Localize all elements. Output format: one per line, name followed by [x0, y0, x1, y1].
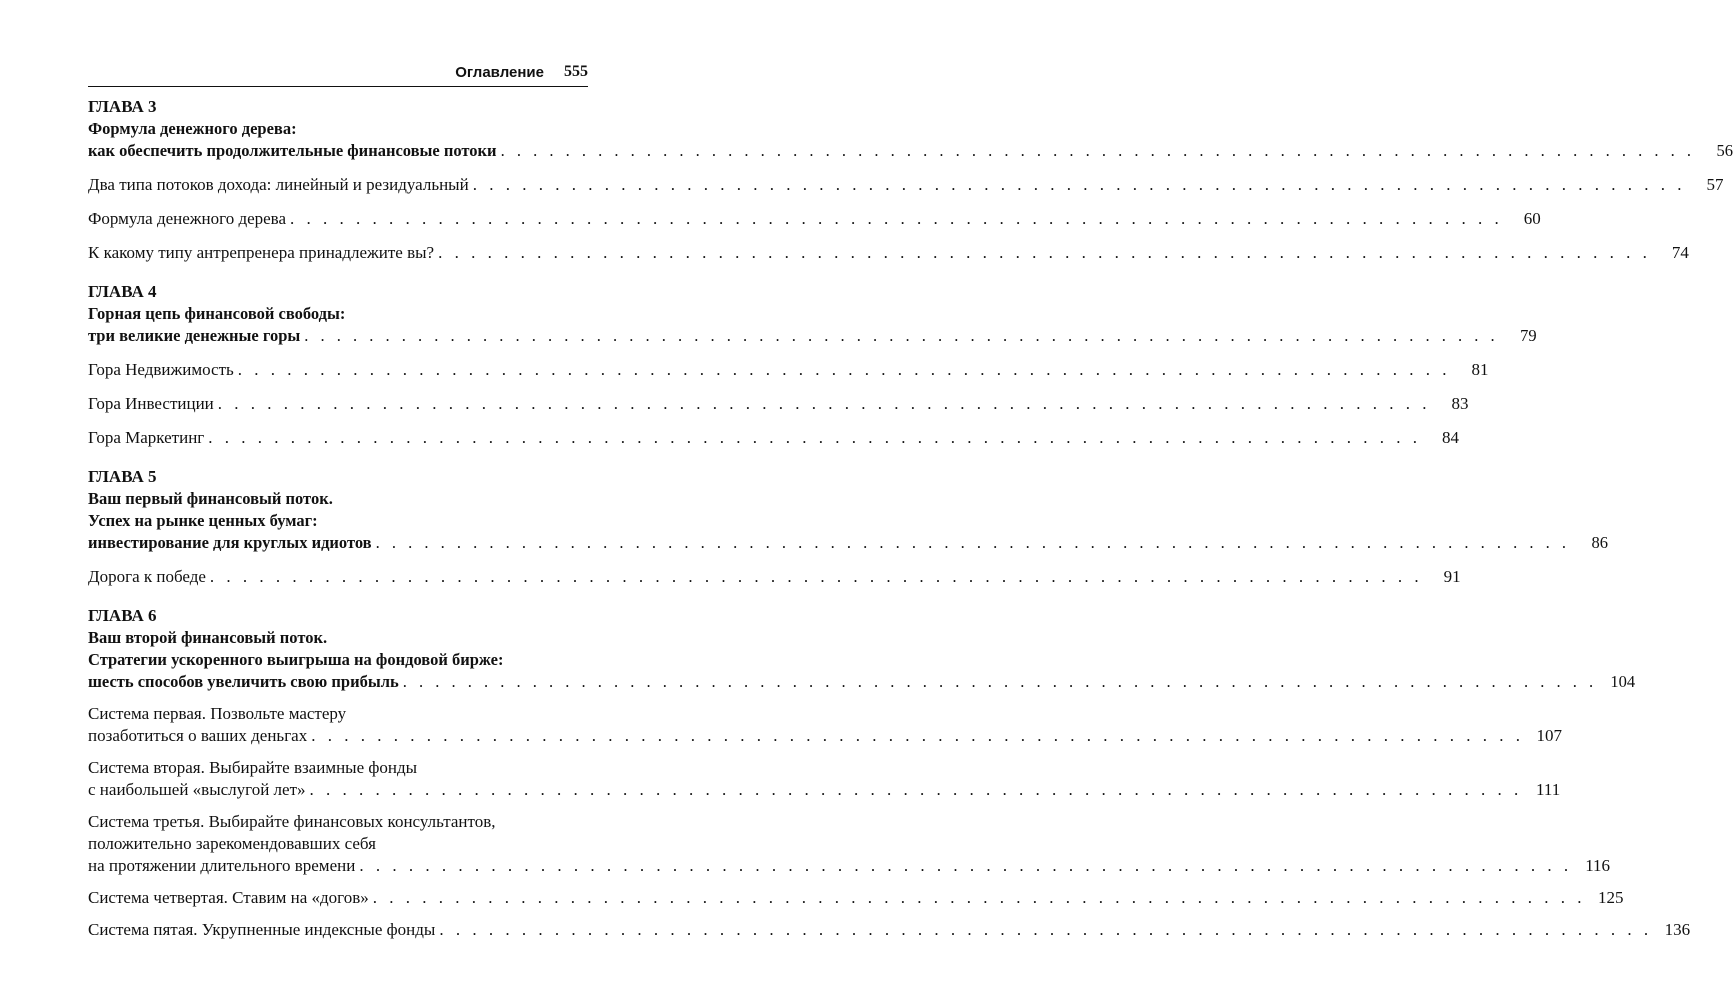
dot-leader: . . . . . . . . . . . . . . . . . . . . . . . . . . . . . . . . . . . . . . . . . . . . . . . . . . . . . . . . . . . . . . . . . . . . . . . . . . — [402, 672, 1598, 691]
dot-leader: . . . . . . . . . . . . . . . . . . . . . . . . . . . . . . . . . . . . . . . . . . . . . . . . . . . . . . . . . . . . . . . . . . . . . . . . . . — [500, 141, 1695, 160]
toc-line — [88, 325, 1537, 347]
toc-page-number: 86 — [1591, 533, 1608, 552]
dot-leader: . . . . . . . . . . . . . . . . . . . . . . . . . . . . . . . . . . . . . . . . . . . . . . . . . . . . . . . . . . . . . . . . . . . . . . . . . . — [375, 533, 1570, 552]
spacer — [88, 381, 588, 393]
toc-entry-text: позаботиться о ваших деньгах — [88, 726, 308, 745]
dot-leader: . . . . . . . . . . . . . . . . . . . . . . . . . . . . . . . . . . . . . . . . . . . . . . . . . . . . . . . . . . . . . . . . . . . . . . . . . . — [208, 428, 1422, 447]
toc-entry-text: Система пятая. Укрупненные индексные фонды — [88, 920, 436, 939]
toc-entry[interactable] — [88, 427, 1460, 449]
spacer — [88, 162, 588, 174]
toc-entry-text: три великие денежные горы — [88, 326, 301, 345]
toc-entry-text: как обеспечить продолжительные финансовые потоки — [88, 141, 497, 160]
toc-entry-line: положительно зарекомендовавших себя — [88, 834, 376, 853]
spacer — [88, 347, 588, 359]
chapter-label: ГЛАВА 6 — [88, 606, 157, 625]
dot-leader: . . . . . . . . . . . . . . . . . . . . . . . . . . . . . . . . . . . . . . . . . . . . . . . . . . . . . . . . . . . . . . . . . . . . . . . . . . — [439, 920, 1653, 939]
dot-leader: . . . . . . . . . . . . . . . . . . . . . . . . . . . . . . . . . . . . . . . . . . . . . . . . . . . . . . . . . . . . . . . . . . . . . . . . . . — [359, 856, 1573, 875]
toc-entry[interactable] — [88, 174, 1724, 196]
toc-entry[interactable] — [88, 757, 1561, 801]
toc-entry-text: шесть способов увеличить свою прибыль — [88, 672, 399, 691]
toc-line — [88, 427, 1460, 449]
toc-page-number: 91 — [1443, 567, 1461, 586]
toc-page-number: 125 — [1597, 888, 1624, 907]
toc-line — [88, 140, 1733, 162]
toc-entry[interactable] — [88, 811, 1611, 877]
dot-leader: . . . . . . . . . . . . . . . . . . . . . . . . . . . . . . . . . . . . . . . . . . . . . . . . . . . . . . . . . . . . . . . . . . . . . . . . . . — [372, 888, 1586, 907]
toc-entry-text: Гора Маркетинг — [88, 428, 205, 447]
spacer — [88, 801, 588, 811]
toc-page-number: 56 — [1716, 141, 1733, 160]
toc-entry-text: Гора Недвижимость — [88, 360, 234, 379]
spacer — [88, 554, 588, 566]
toc-line — [88, 242, 1689, 264]
toc-line — [88, 725, 1562, 747]
toc-entry-text: на протяжении длительного времени — [88, 856, 356, 875]
toc-line — [88, 359, 1489, 381]
toc-page-number: 79 — [1520, 326, 1537, 345]
chapter-title-line: Формула денежного дерева: — [88, 119, 297, 138]
toc-line — [88, 887, 1624, 909]
running-header — [88, 62, 588, 87]
chapter-section — [88, 281, 1537, 449]
toc-entry[interactable] — [88, 887, 1624, 909]
dot-leader: . . . . . . . . . . . . . . . . . . . . . . . . . . . . . . . . . . . . . . . . . . . . . . . . . . . . . . . . . . . . . . . . . . . . . . . . . . — [217, 394, 1431, 413]
toc-entry-text: Гора Инвестиции — [88, 394, 214, 413]
toc-line — [88, 566, 1461, 588]
toc-page-number: 116 — [1585, 856, 1611, 875]
toc-entry-text: К какому типу антрепренера принадлежите вы? — [88, 243, 435, 262]
toc-entry-text: Формула денежного дерева — [88, 209, 287, 228]
chapter-title-entry[interactable] — [88, 671, 1636, 693]
toc-entry-text: инвестирование для круглых идиотов — [88, 533, 372, 552]
toc-entry-text: Дорога к победе — [88, 567, 206, 586]
toc-entry-text: Два типа потоков дохода: линейный и резидуальный — [88, 175, 469, 194]
toc-page-number: 83 — [1451, 394, 1469, 413]
chapter-title-line: Горная цепь финансовой свободы: — [88, 304, 346, 323]
toc-page-number: 84 — [1442, 428, 1460, 447]
chapter-section — [88, 96, 1733, 264]
toc-line — [88, 671, 1636, 693]
chapter-title-line: Успех на рынке ценных бумаг: — [88, 511, 318, 530]
spacer — [88, 909, 588, 919]
chapter-title-entry[interactable] — [88, 140, 1733, 162]
toc-entry-text: с наибольшей «выслугой лет» — [88, 780, 306, 799]
dot-leader: . . . . . . . . . . . . . . . . . . . . . . . . . . . . . . . . . . . . . . . . . . . . . . . . . . . . . . . . . . . . . . . . . . . . . . . . . . — [311, 726, 1524, 745]
chapter-label: ГЛАВА 4 — [88, 282, 157, 301]
toc-entry[interactable] — [88, 359, 1489, 381]
dot-leader: . . . . . . . . . . . . . . . . . . . . . . . . . . . . . . . . . . . . . . . . . . . . . . . . . . . . . . . . . . . . . . . . . . . . . . . . . . — [209, 567, 1423, 586]
dot-leader: . . . . . . . . . . . . . . . . . . . . . . . . . . . . . . . . . . . . . . . . . . . . . . . . . . . . . . . . . . . . . . . . . . . . . . . . . . — [290, 209, 1503, 228]
toc-entry[interactable] — [88, 566, 1461, 588]
spacer — [88, 230, 588, 242]
running-title: Оглавление — [455, 64, 544, 81]
toc-entry[interactable] — [88, 919, 1691, 941]
toc-entry-line: Система вторая. Выбирайте взаимные фонды — [88, 758, 418, 777]
chapter-title-line: Ваш второй финансовый поток. — [88, 628, 328, 647]
toc-entry[interactable] — [88, 242, 1689, 264]
toc-page-number: 60 — [1523, 209, 1541, 228]
toc-page-number: 74 — [1671, 243, 1689, 262]
toc-entry[interactable] — [88, 208, 1541, 230]
toc-page-number: 107 — [1536, 726, 1562, 745]
page-number: 555 — [564, 63, 588, 80]
chapter-title-entry[interactable] — [88, 325, 1537, 347]
chapter-title-line: Ваш первый финансовый поток. — [88, 489, 333, 508]
chapter-title-line: Стратегии ускоренного выигрыша на фондовой бирже: — [88, 650, 504, 669]
toc-line — [88, 208, 1541, 230]
toc-entry[interactable] — [88, 703, 1562, 747]
toc-page-number: 57 — [1706, 175, 1724, 194]
toc-entry-line: Система третья. Выбирайте финансовых консультантов, — [88, 812, 496, 831]
toc-entry-text: Система четвертая. Ставим на «догов» — [88, 888, 369, 907]
chapter-label: ГЛАВА 3 — [88, 97, 157, 116]
toc-page-number: 136 — [1664, 920, 1691, 939]
chapter-section — [88, 605, 1691, 941]
toc-line — [88, 919, 1691, 941]
spacer — [88, 877, 588, 887]
toc-line — [88, 393, 1469, 415]
chapter-title-entry[interactable] — [88, 532, 1608, 554]
dot-leader: . . . . . . . . . . . . . . . . . . . . . . . . . . . . . . . . . . . . . . . . . . . . . . . . . . . . . . . . . . . . . . . . . . . . . . . . . . — [472, 175, 1686, 194]
dot-leader: . . . . . . . . . . . . . . . . . . . . . . . . . . . . . . . . . . . . . . . . . . . . . . . . . . . . . . . . . . . . . . . . . . . . . . . . . . — [237, 360, 1451, 379]
toc-entry-line: Система первая. Позвольте мастеру — [88, 704, 347, 723]
dot-leader: . . . . . . . . . . . . . . . . . . . . . . . . . . . . . . . . . . . . . . . . . . . . . . . . . . . . . . . . . . . . . . . . . . . . . . . . . . — [309, 780, 1523, 799]
toc-page-number: 104 — [1610, 672, 1636, 691]
dot-leader: . . . . . . . . . . . . . . . . . . . . . . . . . . . . . . . . . . . . . . . . . . . . . . . . . . . . . . . . . . . . . . . . . . . . . . . . . . — [438, 243, 1651, 262]
chapter-section — [88, 466, 1608, 588]
table-of-contents — [88, 96, 1733, 958]
toc-page-number: 111 — [1536, 780, 1561, 799]
spacer — [88, 747, 588, 757]
toc-line — [88, 532, 1608, 554]
chapter-label: ГЛАВА 5 — [88, 467, 157, 486]
toc-entry[interactable] — [88, 393, 1469, 415]
dot-leader: . . . . . . . . . . . . . . . . . . . . . . . . . . . . . . . . . . . . . . . . . . . . . . . . . . . . . . . . . . . . . . . . . . . . . . . . . . — [304, 326, 1499, 345]
toc-line — [88, 779, 1561, 801]
spacer — [88, 693, 588, 703]
toc-line — [88, 855, 1611, 877]
spacer — [88, 196, 588, 208]
toc-line — [88, 174, 1724, 196]
toc-page-number: 81 — [1471, 360, 1489, 379]
spacer — [88, 415, 588, 427]
